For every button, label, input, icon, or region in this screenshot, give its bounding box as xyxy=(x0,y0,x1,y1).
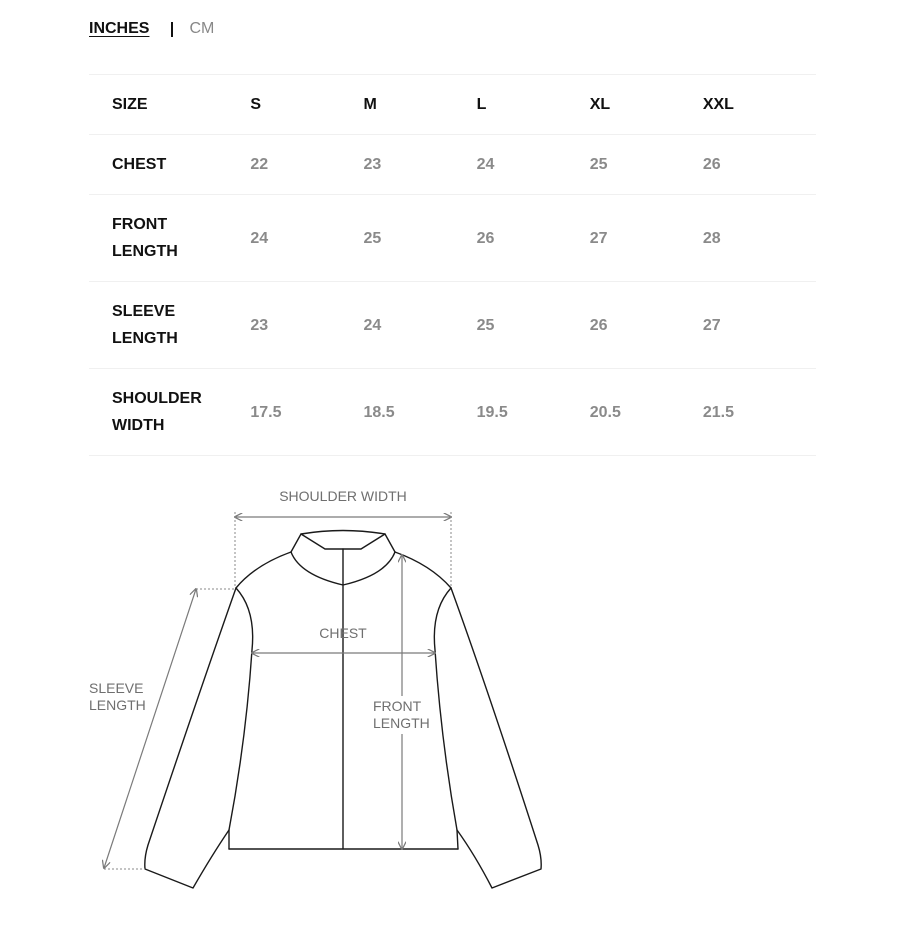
measurement-diagram xyxy=(0,470,600,910)
left-body-side xyxy=(229,588,253,849)
table-cell: 19.5 xyxy=(477,369,590,456)
collar-inner xyxy=(301,534,385,549)
size-header-l: L xyxy=(477,75,590,135)
table-cell: 24 xyxy=(250,195,363,282)
table-cell: 22 xyxy=(250,135,363,195)
table-cell: 23 xyxy=(250,282,363,369)
left-sleeve xyxy=(145,588,236,888)
table-row-sleeve-length xyxy=(89,282,816,369)
table-cell: 25 xyxy=(590,135,703,195)
table-cell: 17.5 xyxy=(250,369,363,456)
table-cell: 27 xyxy=(590,195,703,282)
sleeve-length-measure xyxy=(89,589,236,869)
row-label-shoulder-width: SHOULDER WIDTH xyxy=(89,369,250,456)
table-row-front-length xyxy=(89,195,816,282)
table-row-shoulder-width xyxy=(89,369,816,456)
table-cell: 25 xyxy=(363,195,476,282)
unit-toggle xyxy=(89,18,214,40)
sleeve-length-label-line2: LENGTH xyxy=(89,697,146,713)
right-body-side xyxy=(434,588,458,849)
size-column-header: SIZE xyxy=(89,75,250,135)
table-cell: 21.5 xyxy=(703,369,816,456)
table-cell: 18.5 xyxy=(363,369,476,456)
sleeve-length-label-line1: SLEEVE xyxy=(89,680,144,696)
row-label-front-length: FRONT LENGTH xyxy=(89,195,250,282)
jacket-outline xyxy=(145,531,541,889)
size-chart-table xyxy=(89,74,816,456)
left-shoulder xyxy=(236,552,291,588)
table-cell: 26 xyxy=(703,135,816,195)
table-cell: 27 xyxy=(703,282,816,369)
front-length-label-line1: FRONT xyxy=(373,698,422,714)
chest-label: CHEST xyxy=(319,625,367,641)
table-cell: 20.5 xyxy=(590,369,703,456)
table-cell: 24 xyxy=(363,282,476,369)
table-cell: 26 xyxy=(477,195,590,282)
table-header-row xyxy=(89,75,816,135)
unit-separator xyxy=(171,22,173,37)
table-row-chest xyxy=(89,135,816,195)
front-length-label-line2: LENGTH xyxy=(373,715,430,731)
size-header-xl: XL xyxy=(590,75,703,135)
size-header-s: S xyxy=(250,75,363,135)
cm-unit-tab[interactable]: CM xyxy=(189,20,215,37)
shoulder-width-label: SHOULDER WIDTH xyxy=(279,488,407,504)
table-cell: 26 xyxy=(590,282,703,369)
row-label-chest: CHEST xyxy=(89,135,250,195)
right-sleeve xyxy=(451,588,541,888)
table-cell: 23 xyxy=(363,135,476,195)
jacket-diagram-svg xyxy=(0,470,600,910)
front-length-measure xyxy=(370,555,434,849)
table-cell: 24 xyxy=(477,135,590,195)
right-shoulder xyxy=(395,552,451,588)
row-label-sleeve-length: SLEEVE LENGTH xyxy=(89,282,250,369)
size-header-xxl: XXL xyxy=(703,75,816,135)
table-cell: 28 xyxy=(703,195,816,282)
table-cell: 25 xyxy=(477,282,590,369)
size-header-m: M xyxy=(363,75,476,135)
inches-unit-tab[interactable]: INCHES xyxy=(89,20,150,37)
